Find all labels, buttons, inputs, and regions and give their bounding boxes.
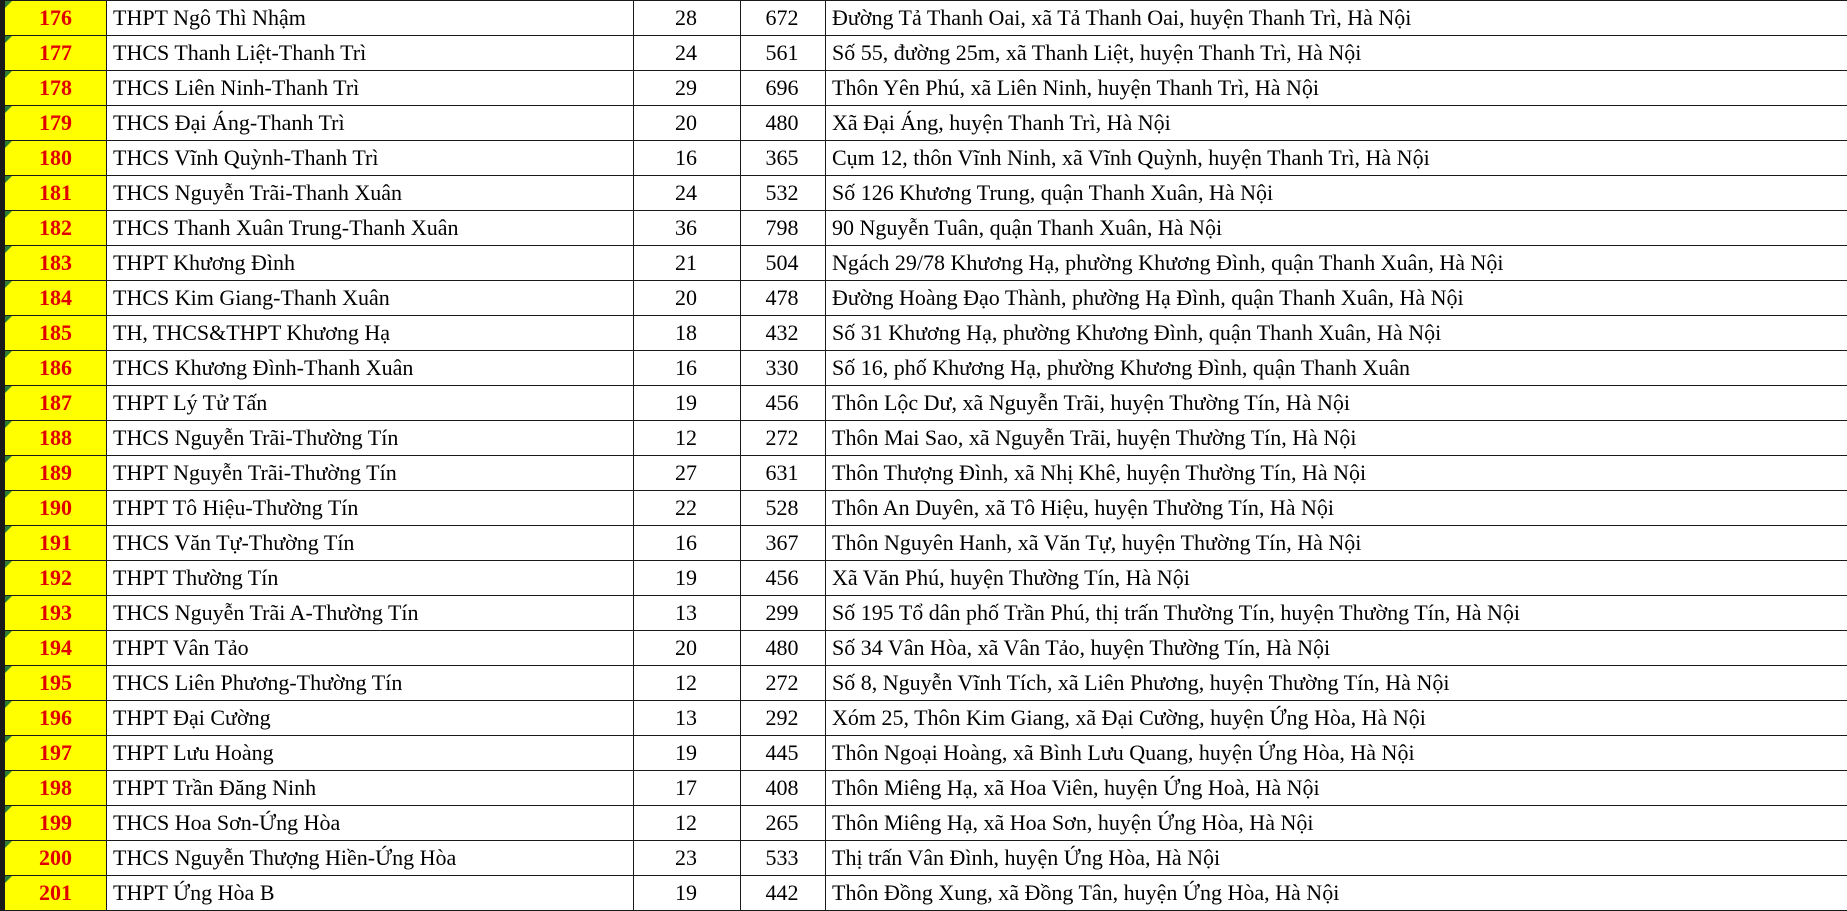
row-number-cell[interactable]: 195 xyxy=(3,666,107,701)
row-number-cell[interactable]: 188 xyxy=(3,421,107,456)
address-cell[interactable]: Thôn Lộc Dư, xã Nguyễn Trãi, huyện Thường Tín, Hà Nội xyxy=(826,386,1847,421)
address-cell[interactable]: Đường Tả Thanh Oai, xã Tả Thanh Oai, huyện Thanh Trì, Hà Nội xyxy=(826,1,1847,36)
student-count-cell[interactable]: 272 xyxy=(741,666,826,701)
class-count-cell[interactable]: 22 xyxy=(634,491,741,526)
row-number-cell[interactable]: 187 xyxy=(3,386,107,421)
school-name-cell[interactable]: THPT Trần Đăng Ninh xyxy=(107,771,634,806)
class-count-cell[interactable]: 13 xyxy=(634,596,741,631)
class-count-cell[interactable]: 23 xyxy=(634,841,741,876)
row-number-cell[interactable]: 181 xyxy=(3,176,107,211)
class-count-cell[interactable]: 28 xyxy=(634,1,741,36)
address-cell[interactable]: Cụm 12, thôn Vĩnh Ninh, xã Vĩnh Quỳnh, huyện Thanh Trì, Hà Nội xyxy=(826,141,1847,176)
table-row xyxy=(3,36,1847,71)
row-number-cell[interactable]: 198 xyxy=(3,771,107,806)
table-row xyxy=(3,666,1847,701)
address-cell[interactable]: Thôn An Duyên, xã Tô Hiệu, huyện Thường Tín, Hà Nội xyxy=(826,491,1847,526)
school-name-cell[interactable]: THPT Thường Tín xyxy=(107,561,634,596)
row-number-cell[interactable]: 185 xyxy=(3,316,107,351)
student-count-cell[interactable]: 445 xyxy=(741,736,826,771)
row-number-cell[interactable]: 190 xyxy=(3,491,107,526)
table-row xyxy=(3,106,1847,141)
school-name-cell[interactable]: THCS Nguyễn Trãi-Thanh Xuân xyxy=(107,176,634,211)
student-count-cell[interactable]: 408 xyxy=(741,771,826,806)
student-count-cell[interactable]: 272 xyxy=(741,421,826,456)
address-cell[interactable]: 90 Nguyễn Tuân, quận Thanh Xuân, Hà Nội xyxy=(826,211,1847,246)
address-cell[interactable]: Thôn Mai Sao, xã Nguyễn Trãi, huyện Thường Tín, Hà Nội xyxy=(826,421,1847,456)
table-row xyxy=(3,841,1847,876)
school-name-cell[interactable]: THPT Ứng Hòa B xyxy=(107,876,634,911)
student-count-cell[interactable]: 480 xyxy=(741,106,826,141)
class-count-cell[interactable]: 16 xyxy=(634,141,741,176)
table-row xyxy=(3,176,1847,211)
school-name-cell[interactable]: THCS Thanh Liệt-Thanh Trì xyxy=(107,36,634,71)
class-count-cell[interactable]: 19 xyxy=(634,561,741,596)
table-row xyxy=(3,141,1847,176)
class-count-cell[interactable]: 24 xyxy=(634,36,741,71)
address-cell[interactable]: Xã Văn Phú, huyện Thường Tín, Hà Nội xyxy=(826,561,1847,596)
row-number-cell[interactable]: 177 xyxy=(3,36,107,71)
class-count-cell[interactable]: 20 xyxy=(634,106,741,141)
student-count-cell[interactable]: 672 xyxy=(741,1,826,36)
row-number-cell[interactable]: 184 xyxy=(3,281,107,316)
student-count-cell[interactable]: 798 xyxy=(741,211,826,246)
class-count-cell[interactable]: 24 xyxy=(634,176,741,211)
table-row xyxy=(3,246,1847,281)
table-row xyxy=(3,351,1847,386)
school-name-cell[interactable]: THPT Khương Đình xyxy=(107,246,634,281)
row-number-cell[interactable]: 176 xyxy=(3,1,107,36)
class-count-cell[interactable]: 29 xyxy=(634,71,741,106)
student-count-cell[interactable]: 504 xyxy=(741,246,826,281)
school-name-cell[interactable]: THPT Vân Tảo xyxy=(107,631,634,666)
table-body xyxy=(3,1,1847,911)
class-count-cell[interactable]: 17 xyxy=(634,771,741,806)
school-name-cell[interactable]: THPT Đại Cường xyxy=(107,701,634,736)
row-number-cell[interactable]: 196 xyxy=(3,701,107,736)
school-name-cell[interactable]: THCS Nguyễn Trãi A-Thường Tín xyxy=(107,596,634,631)
address-cell[interactable]: Thôn Miêng Hạ, xã Hoa Viên, huyện Ứng Hoà, Hà Nội xyxy=(826,771,1847,806)
row-number-cell[interactable]: 194 xyxy=(3,631,107,666)
table-row xyxy=(3,316,1847,351)
row-number-cell[interactable]: 186 xyxy=(3,351,107,386)
row-number-cell[interactable]: 179 xyxy=(3,106,107,141)
student-count-cell[interactable]: 631 xyxy=(741,456,826,491)
student-count-cell[interactable]: 442 xyxy=(741,876,826,911)
table-row xyxy=(3,1,1847,36)
school-name-cell[interactable]: THCS Văn Tự-Thường Tín xyxy=(107,526,634,561)
school-name-cell[interactable]: THCS Nguyễn Trãi-Thường Tín xyxy=(107,421,634,456)
table-row xyxy=(3,526,1847,561)
row-number-cell[interactable]: 197 xyxy=(3,736,107,771)
row-number-cell[interactable]: 191 xyxy=(3,526,107,561)
address-cell[interactable]: Thôn Yên Phú, xã Liên Ninh, huyện Thanh Trì, Hà Nội xyxy=(826,71,1847,106)
row-number-cell[interactable]: 192 xyxy=(3,561,107,596)
student-count-cell[interactable]: 561 xyxy=(741,36,826,71)
class-count-cell[interactable]: 12 xyxy=(634,421,741,456)
row-number-cell[interactable]: 178 xyxy=(3,71,107,106)
table-row xyxy=(3,386,1847,421)
school-name-cell[interactable]: THPT Lưu Hoàng xyxy=(107,736,634,771)
row-number-cell[interactable]: 193 xyxy=(3,596,107,631)
school-name-cell[interactable]: THPT Tô Hiệu-Thường Tín xyxy=(107,491,634,526)
row-number-cell[interactable]: 189 xyxy=(3,456,107,491)
address-cell[interactable]: Xã Đại Áng, huyện Thanh Trì, Hà Nội xyxy=(826,106,1847,141)
table-row xyxy=(3,596,1847,631)
school-name-cell[interactable]: THPT Ngô Thì Nhậm xyxy=(107,1,634,36)
student-count-cell[interactable]: 528 xyxy=(741,491,826,526)
row-number-cell[interactable]: 183 xyxy=(3,246,107,281)
class-count-cell[interactable]: 21 xyxy=(634,246,741,281)
student-count-cell[interactable]: 533 xyxy=(741,841,826,876)
table-row xyxy=(3,876,1847,911)
address-cell[interactable]: Thị trấn Vân Đình, huyện Ứng Hòa, Hà Nội xyxy=(826,841,1847,876)
address-cell[interactable]: Số 55, đường 25m, xã Thanh Liệt, huyện Thanh Trì, Hà Nội xyxy=(826,36,1847,71)
student-count-cell[interactable]: 432 xyxy=(741,316,826,351)
student-count-cell[interactable]: 456 xyxy=(741,386,826,421)
school-name-cell[interactable]: THPT Lý Tử Tấn xyxy=(107,386,634,421)
address-cell[interactable]: Số 195 Tổ dân phố Trần Phú, thị trấn Thường Tín, huyện Thường Tín, Hà Nội xyxy=(826,596,1847,631)
school-name-cell[interactable]: TH, THCS&THPT Khương Hạ xyxy=(107,316,634,351)
address-cell[interactable]: Thôn Đồng Xung, xã Đồng Tân, huyện Ứng Hòa, Hà Nội xyxy=(826,876,1847,911)
school-name-cell[interactable]: THCS Liên Ninh-Thanh Trì xyxy=(107,71,634,106)
school-name-cell[interactable]: THCS Khương Đình-Thanh Xuân xyxy=(107,351,634,386)
student-count-cell[interactable]: 330 xyxy=(741,351,826,386)
address-cell[interactable]: Số 34 Vân Hòa, xã Vân Tảo, huyện Thường Tín, Hà Nội xyxy=(826,631,1847,666)
table-row xyxy=(3,211,1847,246)
student-count-cell[interactable]: 478 xyxy=(741,281,826,316)
student-count-cell[interactable]: 365 xyxy=(741,141,826,176)
class-count-cell[interactable]: 20 xyxy=(634,281,741,316)
address-cell[interactable]: Đường Hoàng Đạo Thành, phường Hạ Đình, quận Thanh Xuân, Hà Nội xyxy=(826,281,1847,316)
table-row xyxy=(3,491,1847,526)
table-row xyxy=(3,701,1847,736)
address-cell[interactable]: Số 16, phố Khương Hạ, phường Khương Đình, quận Thanh Xuân xyxy=(826,351,1847,386)
class-count-cell[interactable]: 27 xyxy=(634,456,741,491)
class-count-cell[interactable]: 19 xyxy=(634,736,741,771)
table-row xyxy=(3,71,1847,106)
student-count-cell[interactable]: 292 xyxy=(741,701,826,736)
class-count-cell[interactable]: 18 xyxy=(634,316,741,351)
row-number-cell[interactable]: 182 xyxy=(3,211,107,246)
student-count-cell[interactable]: 367 xyxy=(741,526,826,561)
student-count-cell[interactable]: 265 xyxy=(741,806,826,841)
row-number-cell[interactable]: 200 xyxy=(3,841,107,876)
address-cell[interactable]: Thôn Miêng Hạ, xã Hoa Sơn, huyện Ứng Hòa, Hà Nội xyxy=(826,806,1847,841)
class-count-cell[interactable]: 12 xyxy=(634,666,741,701)
student-count-cell[interactable]: 480 xyxy=(741,631,826,666)
class-count-cell[interactable]: 20 xyxy=(634,631,741,666)
student-count-cell[interactable]: 299 xyxy=(741,596,826,631)
table-row xyxy=(3,806,1847,841)
address-cell[interactable]: Xóm 25, Thôn Kim Giang, xã Đại Cường, huyện Ứng Hòa, Hà Nội xyxy=(826,701,1847,736)
class-count-cell[interactable]: 13 xyxy=(634,701,741,736)
table-row xyxy=(3,456,1847,491)
address-cell[interactable]: Thôn Thượng Đình, xã Nhị Khê, huyện Thường Tín, Hà Nội xyxy=(826,456,1847,491)
school-name-cell[interactable]: THCS Kim Giang-Thanh Xuân xyxy=(107,281,634,316)
row-number-cell[interactable]: 199 xyxy=(3,806,107,841)
class-count-cell[interactable]: 19 xyxy=(634,876,741,911)
student-count-cell[interactable]: 532 xyxy=(741,176,826,211)
class-count-cell[interactable]: 19 xyxy=(634,386,741,421)
table-row xyxy=(3,281,1847,316)
school-name-cell[interactable]: THCS Nguyễn Thượng Hiền-Ứng Hòa xyxy=(107,841,634,876)
table-row xyxy=(3,631,1847,666)
school-name-cell[interactable]: THCS Liên Phương-Thường Tín xyxy=(107,666,634,701)
school-name-cell[interactable]: THCS Hoa Sơn-Ứng Hòa xyxy=(107,806,634,841)
table-row xyxy=(3,771,1847,806)
address-cell[interactable]: Ngách 29/78 Khương Hạ, phường Khương Đình, quận Thanh Xuân, Hà Nội xyxy=(826,246,1847,281)
table-row xyxy=(3,736,1847,771)
table-row xyxy=(3,421,1847,456)
address-cell[interactable]: Số 8, Nguyễn Vĩnh Tích, xã Liên Phương, huyện Thường Tín, Hà Nội xyxy=(826,666,1847,701)
student-count-cell[interactable]: 456 xyxy=(741,561,826,596)
class-count-cell[interactable]: 12 xyxy=(634,806,741,841)
address-cell[interactable]: Thôn Ngoại Hoàng, xã Bình Lưu Quang, huyện Ứng Hòa, Hà Nội xyxy=(826,736,1847,771)
school-name-cell[interactable]: THCS Vĩnh Quỳnh-Thanh Trì xyxy=(107,141,634,176)
school-name-cell[interactable]: THCS Đại Áng-Thanh Trì xyxy=(107,106,634,141)
row-number-cell[interactable]: 201 xyxy=(3,876,107,911)
school-name-cell[interactable]: THCS Thanh Xuân Trung-Thanh Xuân xyxy=(107,211,634,246)
student-count-cell[interactable]: 696 xyxy=(741,71,826,106)
address-cell[interactable]: Số 31 Khương Hạ, phường Khương Đình, quận Thanh Xuân, Hà Nội xyxy=(826,316,1847,351)
table-row xyxy=(3,561,1847,596)
class-count-cell[interactable]: 16 xyxy=(634,351,741,386)
class-count-cell[interactable]: 36 xyxy=(634,211,741,246)
address-cell[interactable]: Số 126 Khương Trung, quận Thanh Xuân, Hà Nội xyxy=(826,176,1847,211)
school-name-cell[interactable]: THPT Nguyễn Trãi-Thường Tín xyxy=(107,456,634,491)
class-count-cell[interactable]: 16 xyxy=(634,526,741,561)
row-number-cell[interactable]: 180 xyxy=(3,141,107,176)
address-cell[interactable]: Thôn Nguyên Hanh, xã Văn Tự, huyện Thường Tín, Hà Nội xyxy=(826,526,1847,561)
